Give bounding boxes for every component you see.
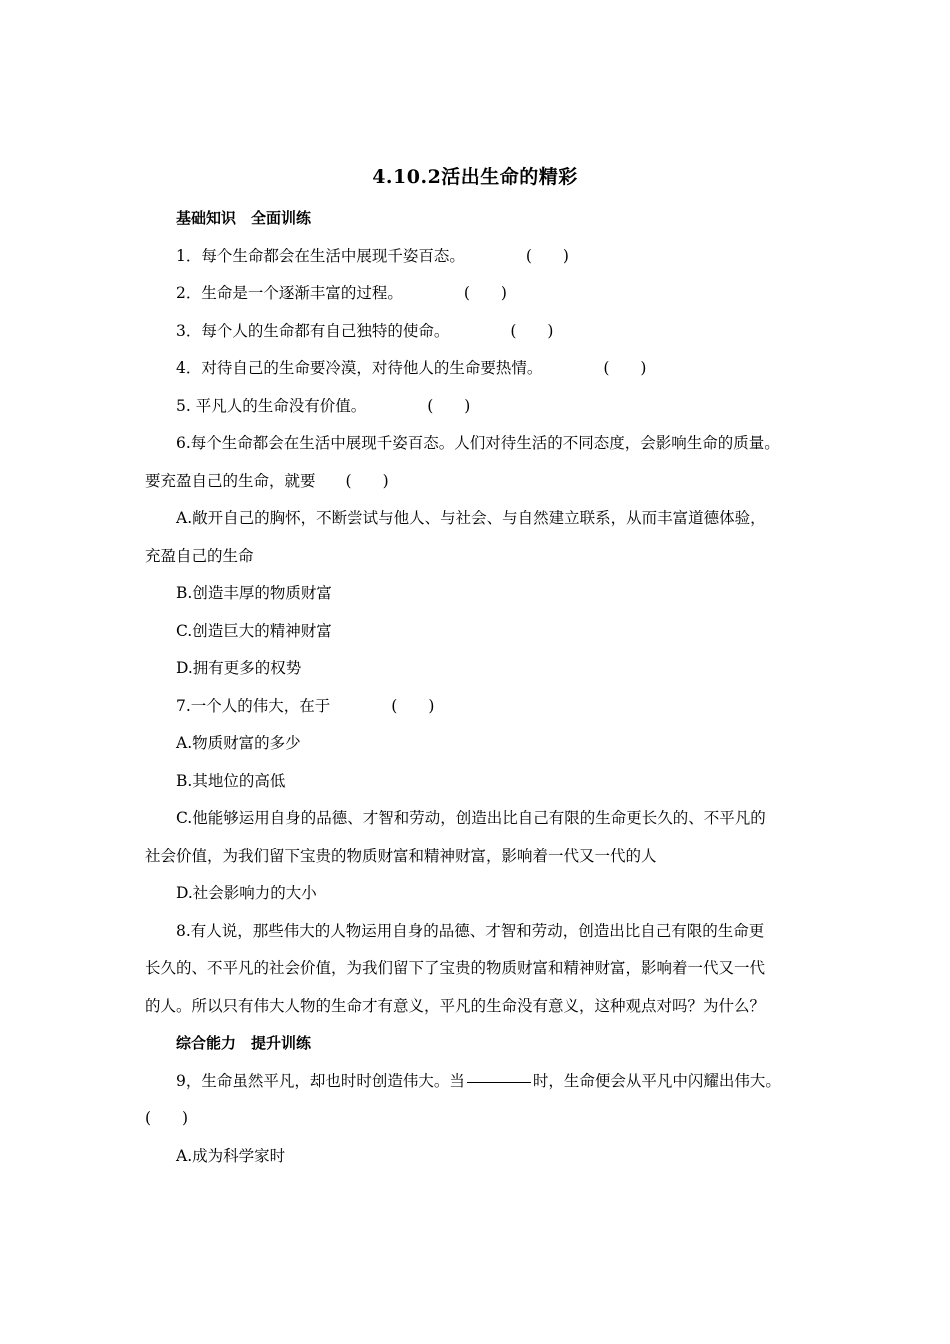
section-heading-basic: 基础知识 全面训练 xyxy=(176,209,312,227)
question-9-line-1 xyxy=(145,1063,810,1101)
question-3-text: 3．每个人的生命都有自己独特的使命。 xyxy=(176,321,450,340)
question-7-option-b: B.其地位的高低 xyxy=(176,771,286,790)
question-5-answer-blank: ( ) xyxy=(427,396,471,415)
question-6-line-1: 6.每个生命都会在生活中展现千姿百态。人们对待生活的不同态度，会影响生命的质量。 xyxy=(176,434,780,452)
question-9-option-a: A.成为科学家时 xyxy=(176,1146,286,1165)
question-7-option-a: A.物质财富的多少 xyxy=(176,734,301,752)
section-heading-comprehensive: 综合能力 提升训练 xyxy=(176,1034,312,1052)
question-4-answer-blank: ( ) xyxy=(603,359,647,377)
question-8-line-1: 8.有人说，那些伟大的人物运用自身的品德、才智和劳动，创造出比自己有限的生命更 xyxy=(176,921,765,940)
question-7 xyxy=(145,688,810,726)
question-6-answer-blank: ( ) xyxy=(345,471,389,490)
question-1 xyxy=(145,238,810,276)
question-7-text: 7.一个人的伟大，在于 xyxy=(176,696,331,715)
question-9-text-part-1: 9，生命虽然平凡，却也时时创造伟大。当 xyxy=(176,1071,465,1090)
question-8-line-2: 长久的、不平凡的社会价值，为我们留下了宝贵的物质财富和精神财富，影响着一代又一代 xyxy=(145,959,766,977)
page-title: 4.10.2活出生命的精彩 xyxy=(372,166,578,188)
question-7-option-c-line-1: C.他能够运用自身的品德、才智和劳动，创造出比自己有限的生命更长久的、不平凡的 xyxy=(176,809,766,827)
question-6-text: 要充盈自己的生命，就要 xyxy=(145,471,316,490)
question-6-option-c: C.创造巨大的精神财富 xyxy=(176,621,332,640)
question-3-answer-blank: ( ) xyxy=(510,321,554,340)
question-9-text-part-2: 时，生命便会从平凡中闪耀出伟大。 xyxy=(532,1071,781,1090)
question-1-answer-blank: ( ) xyxy=(525,246,569,265)
question-4 xyxy=(145,350,810,388)
document-body xyxy=(145,200,810,1175)
question-6-option-a-line-1: A.敞开自己的胸怀，不断尝试与他人、与社会、与自然建立联系，从而丰富道德体验， xyxy=(176,509,766,527)
question-3 xyxy=(145,313,810,351)
question-9-answer-blank: ( ) xyxy=(145,1109,189,1127)
question-7-option-c-line-2: 社会价值，为我们留下宝贵的物质财富和精神财富，影响着一代又一代的人 xyxy=(145,846,657,865)
question-6-option-b: B.创造丰厚的物质财富 xyxy=(176,584,332,602)
question-8-line-3: 的人。所以只有伟大人物的生命才有意义，平凡的生命没有意义，这种观点对吗？为什么？ xyxy=(145,996,766,1015)
question-2-text: 2．生命是一个逐渐丰富的过程。 xyxy=(176,284,403,302)
question-1-text: 1．每个生命都会在生活中展现千姿百态。 xyxy=(176,246,465,265)
question-9-fill-blank xyxy=(467,1081,531,1083)
question-2 xyxy=(145,275,810,313)
question-7-option-d: D.社会影响力的大小 xyxy=(176,884,317,902)
question-6-option-a-line-2: 充盈自己的生命 xyxy=(145,546,254,565)
question-5 xyxy=(145,388,810,426)
question-2-answer-blank: ( ) xyxy=(463,284,507,302)
question-6-line-2 xyxy=(145,463,810,501)
question-5-text: 5. 平凡人的生命没有价值。 xyxy=(176,396,367,415)
question-4-text: 4．对待自己的生命要冷漠，对待他人的生命要热情。 xyxy=(176,359,543,377)
question-7-answer-blank: ( ) xyxy=(391,696,435,715)
question-6-option-d: D.拥有更多的权势 xyxy=(176,659,302,677)
